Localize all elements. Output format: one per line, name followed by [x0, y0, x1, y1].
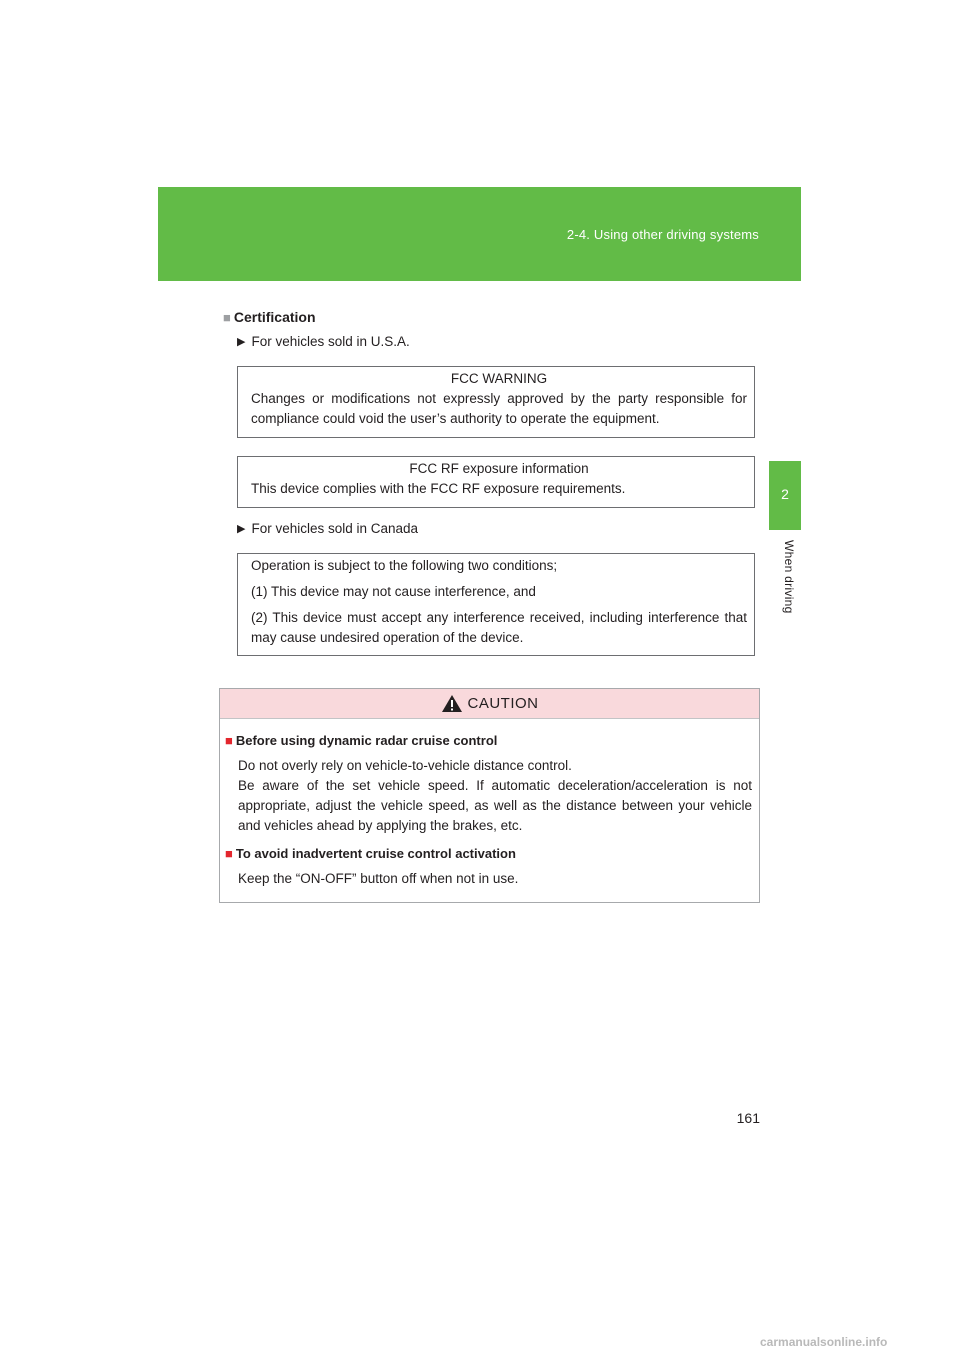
- certification-heading: [223, 309, 316, 325]
- right-triangle-arrow-icon: ▶: [237, 336, 246, 348]
- section-header-band: [158, 187, 801, 281]
- caution-box: [219, 688, 760, 903]
- caution-item-line: Keep the “ON-OFF” button off when not in use.: [238, 871, 519, 886]
- red-square-bullet-icon: ■: [225, 733, 233, 748]
- caution-header: [220, 689, 759, 719]
- caution-title: CAUTION: [467, 695, 539, 712]
- caution-item-line: Do not overly rely on vehicle-to-vehicle distance control.: [238, 758, 572, 773]
- certification-heading-text: Certification: [233, 309, 316, 325]
- caution-item-line: Be aware of the set vehicle speed. If automatic deceleration/acceleration is not appropriate, adjust the vehicle speed, as well as the distance between your vehicle and vehicles ahead by applying the brakes, etc.: [238, 778, 752, 833]
- warning-triangle-icon: [441, 694, 463, 713]
- fcc-warning-title: FCC WARNING: [450, 371, 548, 386]
- chapter-tab: [769, 461, 801, 530]
- red-square-bullet-icon: ■: [225, 846, 233, 861]
- fcc-rf-text: This device complies with the FCC RF exposure requirements.: [251, 481, 626, 496]
- chapter-number: 2: [781, 486, 789, 502]
- page-number: 161: [736, 1110, 760, 1126]
- fcc-warning-box: [237, 366, 755, 438]
- fcc-rf-box: [237, 456, 755, 508]
- usa-label-text: For vehicles sold in U.S.A.: [251, 334, 410, 349]
- section-title: 2-4. Using other driving systems: [566, 227, 759, 242]
- caution-item-text: [225, 869, 752, 889]
- caution-item-text: [225, 756, 752, 836]
- fcc-rf-title: FCC RF exposure information: [409, 461, 589, 476]
- canada-label-text: For vehicles sold in Canada: [251, 521, 419, 536]
- right-triangle-arrow-icon: ▶: [237, 523, 246, 535]
- caution-item-heading: [225, 844, 752, 864]
- caution-body: [220, 719, 759, 889]
- gray-square-bullet-icon: ■: [223, 310, 231, 325]
- canada-notice-box: [237, 553, 755, 656]
- caution-item: [225, 844, 752, 889]
- canada-label: [237, 521, 418, 536]
- canada-notice-intro: Operation is subject to the following two conditions;: [251, 558, 558, 573]
- caution-item-heading-text: Before using dynamic radar cruise control: [235, 733, 498, 748]
- fcc-warning-text: Changes or modifications not expressly approved by the party responsible for compliance could void the user’s authority to operate the equipment.: [251, 391, 747, 426]
- caution-item-heading: [225, 731, 752, 751]
- canada-condition-1: (1) This device may not cause interference, and: [251, 584, 536, 599]
- canada-condition-2: (2) This device must accept any interference received, including interference that may cause undesired operation of the device.: [251, 610, 747, 645]
- caution-item-heading-text: To avoid inadvertent cruise control activation: [235, 846, 516, 861]
- caution-item: [225, 731, 752, 836]
- watermark[interactable]: carmanualsonline.info: [760, 1335, 888, 1349]
- chapter-label: When driving: [782, 540, 796, 614]
- usa-label: [237, 334, 410, 349]
